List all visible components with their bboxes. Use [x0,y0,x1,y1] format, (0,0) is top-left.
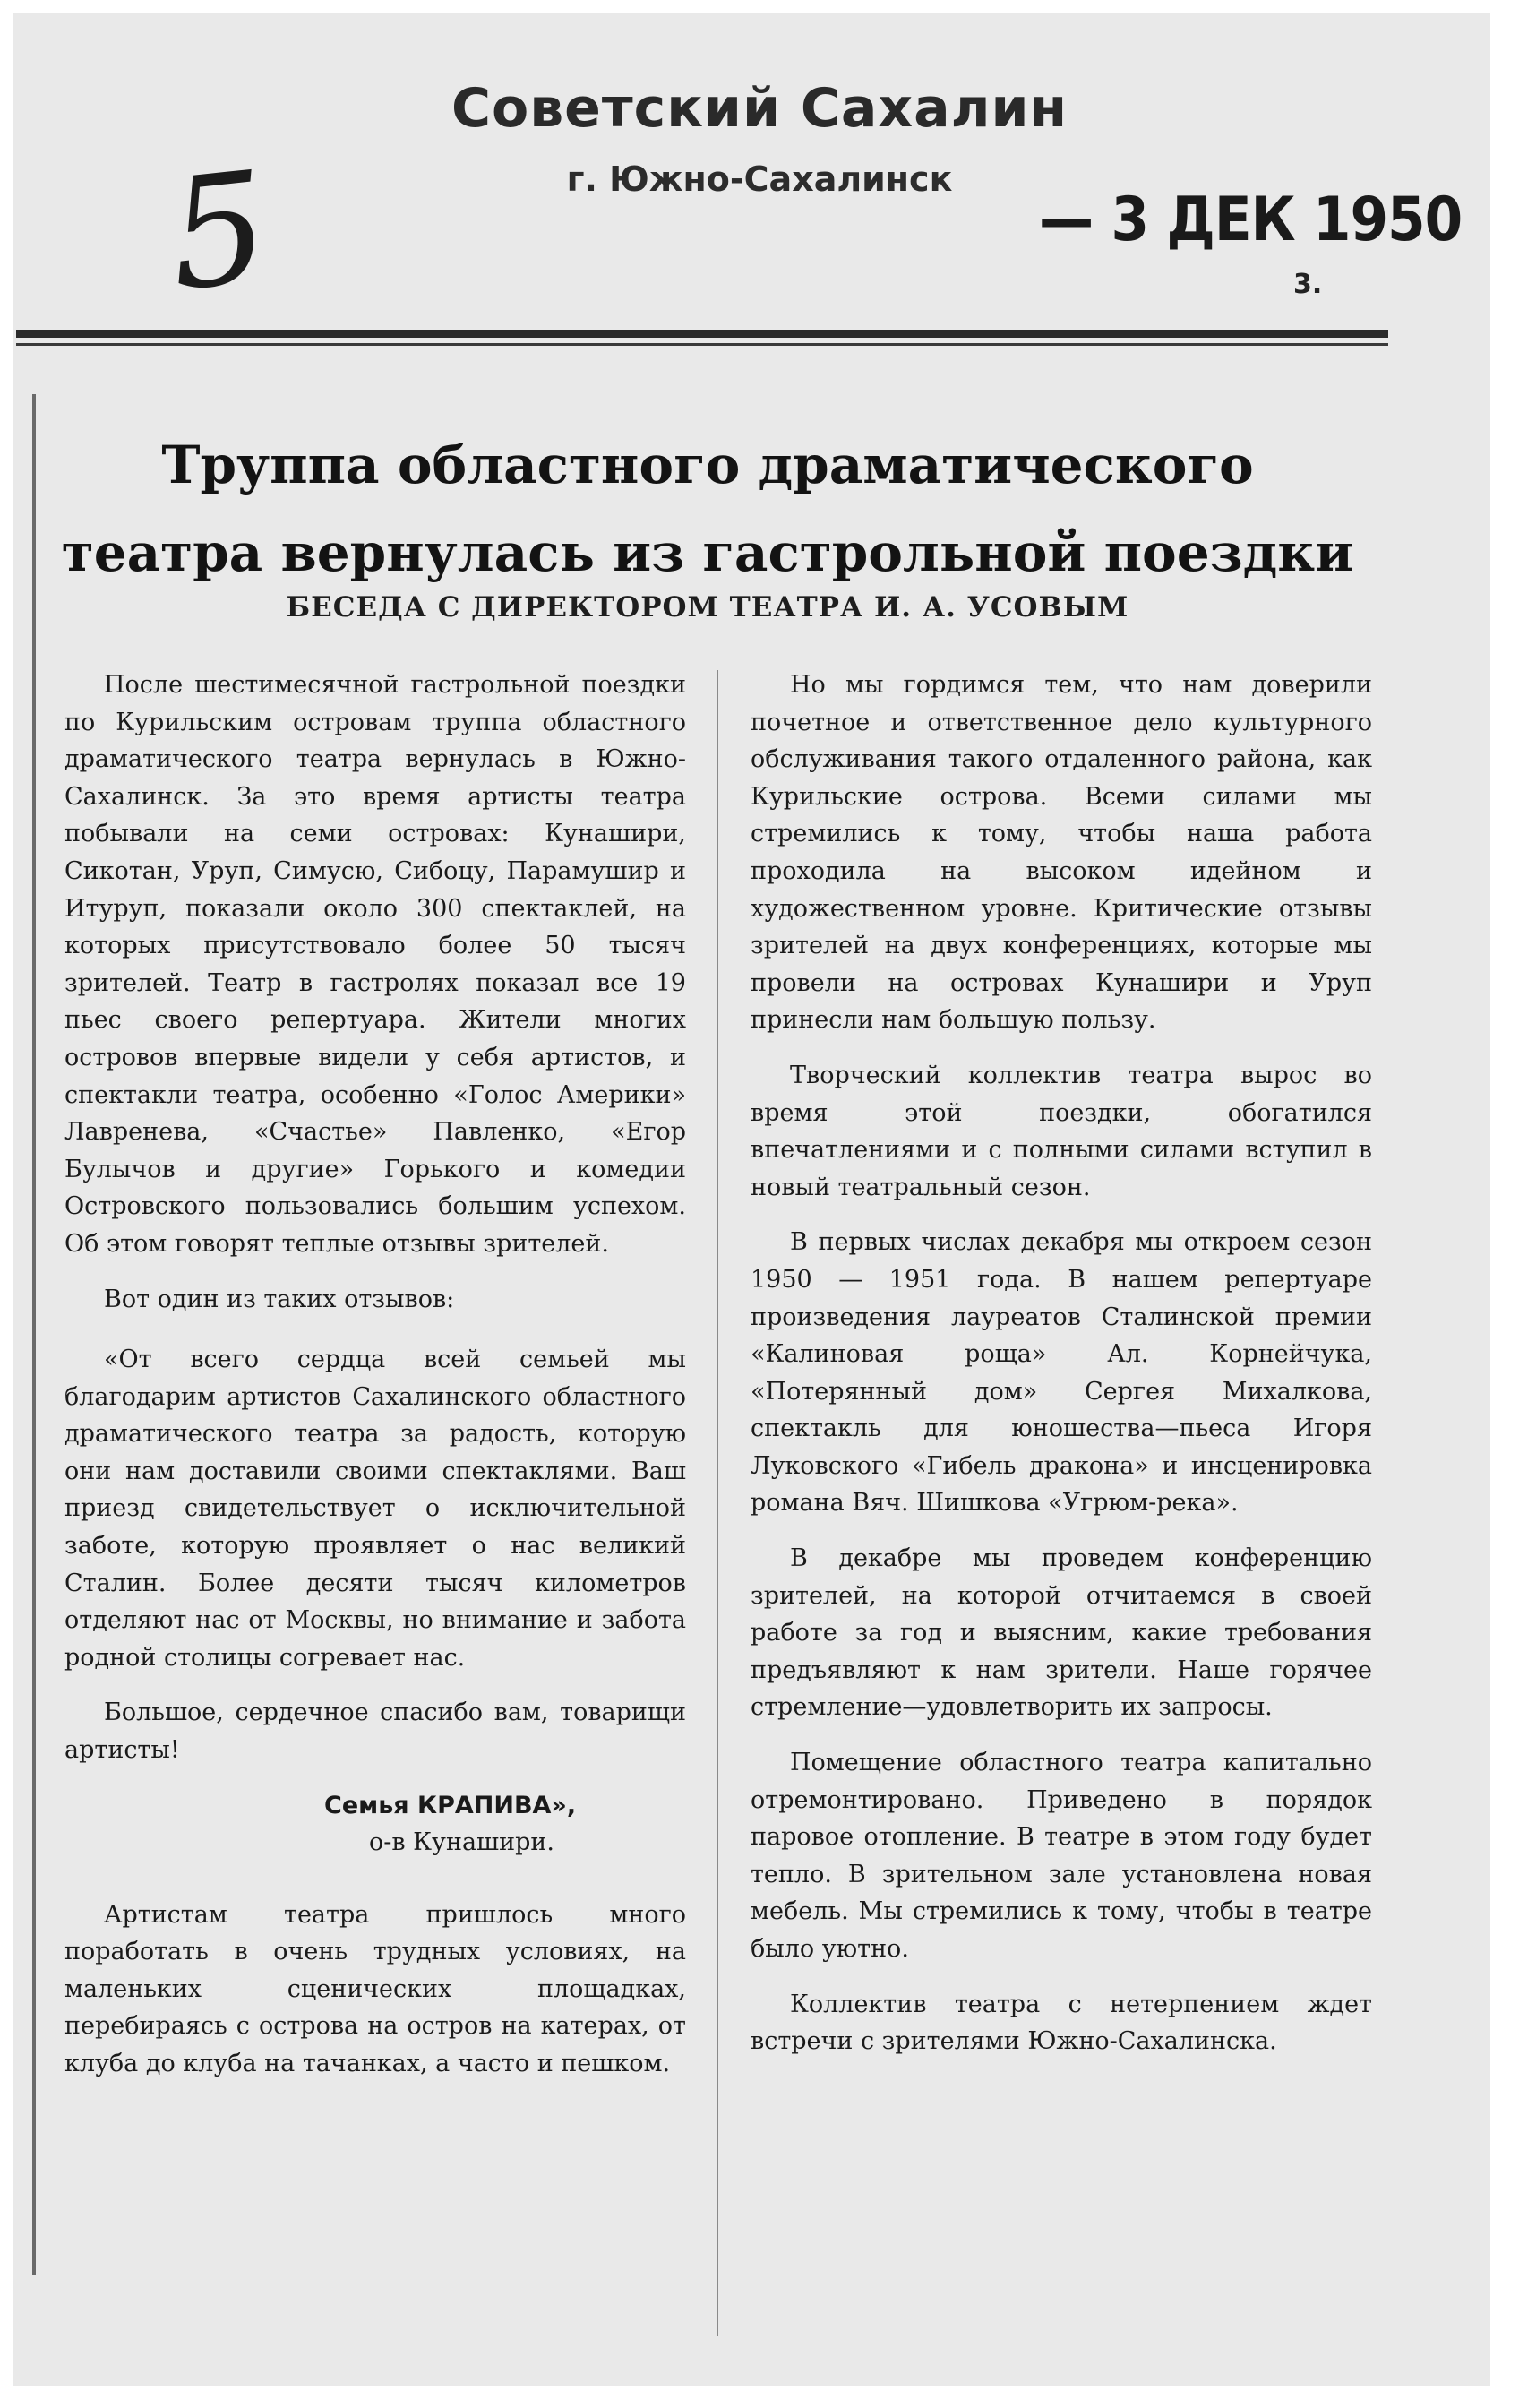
paragraph: В декабре мы проведем конференцию зрителей, на которой отчитаемся в своей работе за год и выясним, какие требования предъявляют к нам зрители. Наше горячее стремление—удовлетворить их запросы. [751,1544,1372,1722]
page-number: 3. [1293,269,1323,300]
clipping-left-edge [32,394,36,2275]
paragraph: Но мы гордимся тем, что нам доверили почетное и ответственное дело культурного обслуживания такого отдаленного района, как Курильские острова. Всеми силами мы стремились к тому, чтобы наша работа проходила на высоком идейном и художественном уровне. Критические отзывы зрителей на двух конференциях, которые мы провели на островах Кунашири и Уруп принесли нам большую пользу. [751,671,1372,1035]
paragraph: В первых числах декабря мы откроем сезон 1950 — 1951 года. В нашем репертуаре произведения лауреатов Сталинской премии «Калиновая роща» Ал. Корнейчука, «Потерянный дом» Сергея Михалкова, спектакль для юношества—пьеса Игоря Луковского «Гибель дракона» и инсценировка романа Вяч. Шишкова «Угрюм-река». [751,1228,1372,1518]
right-column [751,666,1372,2078]
paragraph: Помещение областного театра капитально отремонтировано. Приведено в порядок паровое отопление. В театре в этом году будет тепло. В зрительном зале установлена новая мебель. Мы стремились к тому, чтобы в театре было уютно. [751,1749,1372,1963]
paragraph: Творческий коллектив театра вырос во время этой поездки, обогатился впечатлениями и с полными силами вступил в новый театральный сезон. [751,1061,1372,1201]
quoted-letter-closing: Большое, сердечное спасибо вам, товарищи артисты! [64,1698,686,1765]
masthead-rule-thick [16,330,1388,338]
paragraph: Коллектив театра с нетерпением ждет встречи с зрителями Южно-Сахалинска. [751,1990,1372,2056]
quoted-letter: «От всего сердца всей семьей мы благодарим артистов Сахалинского областного драматического театра за радость, которую они нам доставили своими спектаклями. Ваш приезд свидетельствует о исключительной заботе, которую проявляет о нас великий Сталин. Более десяти тысяч километров отделяют нас от Москвы, но внимание и забота родной столицы согревает нас. [64,1346,686,1672]
article-headline [36,421,1379,597]
date-stamp: — 3 ДЕК 1950 [1039,185,1463,255]
column-divider [717,670,718,2336]
headline-line-2: театра вернулась из гастрольной поездки [61,522,1354,583]
letter-signature-place: о-в Кунашири. [369,1828,554,1856]
paragraph: Вот один из таких отзывов: [104,1285,455,1313]
masthead-rule-thin [16,343,1388,346]
letter-signature: Семья КРАПИВА», [324,1791,577,1819]
newspaper-name: Советский Сахалин [451,77,1068,140]
left-column [64,666,686,2101]
paragraph: После шестимесячной гастрольной поездки по Курильским островам труппа областного драматического театра вернулась в Южно-Сахалинск. За это время артисты театра побывали на семи островах: Кунашири, Сикотан, Уруп, Симусю, Сибоцу, Парамушир и Итуруп, показали около 300 спектаклей, на которых присутствовало более 50 тысяч зрителей. Театр в гастролях показал все 19 пьес своего репертуара. Жители многих островов впервые видели у себя артистов, и спектакли театра, особенно «Голос Америки» Лавренева, «Счастье» Павленко, «Егор Булычов и другие» Горького и комедии Островского пользовались большим успехом. Об этом говорят теплые отзывы зрителей. [64,671,686,1258]
handwritten-archive-mark: 5 [160,138,277,326]
headline-line-1: Труппа областного драматического [161,434,1254,495]
newspaper-city: г. Южно-Сахалинск [566,159,953,199]
article-subheadline: БЕСЕДА С ДИРЕКТОРОМ ТЕАТРА И. А. УСОВЫМ [286,591,1129,624]
paragraph: Артистам театра пришлось много поработать в очень трудных условиях, на маленьких сценических площадках, перебираясь с острова на остров на катерах, от клуба до клуба на тачанках, а часто и пешком. [64,1900,686,2077]
